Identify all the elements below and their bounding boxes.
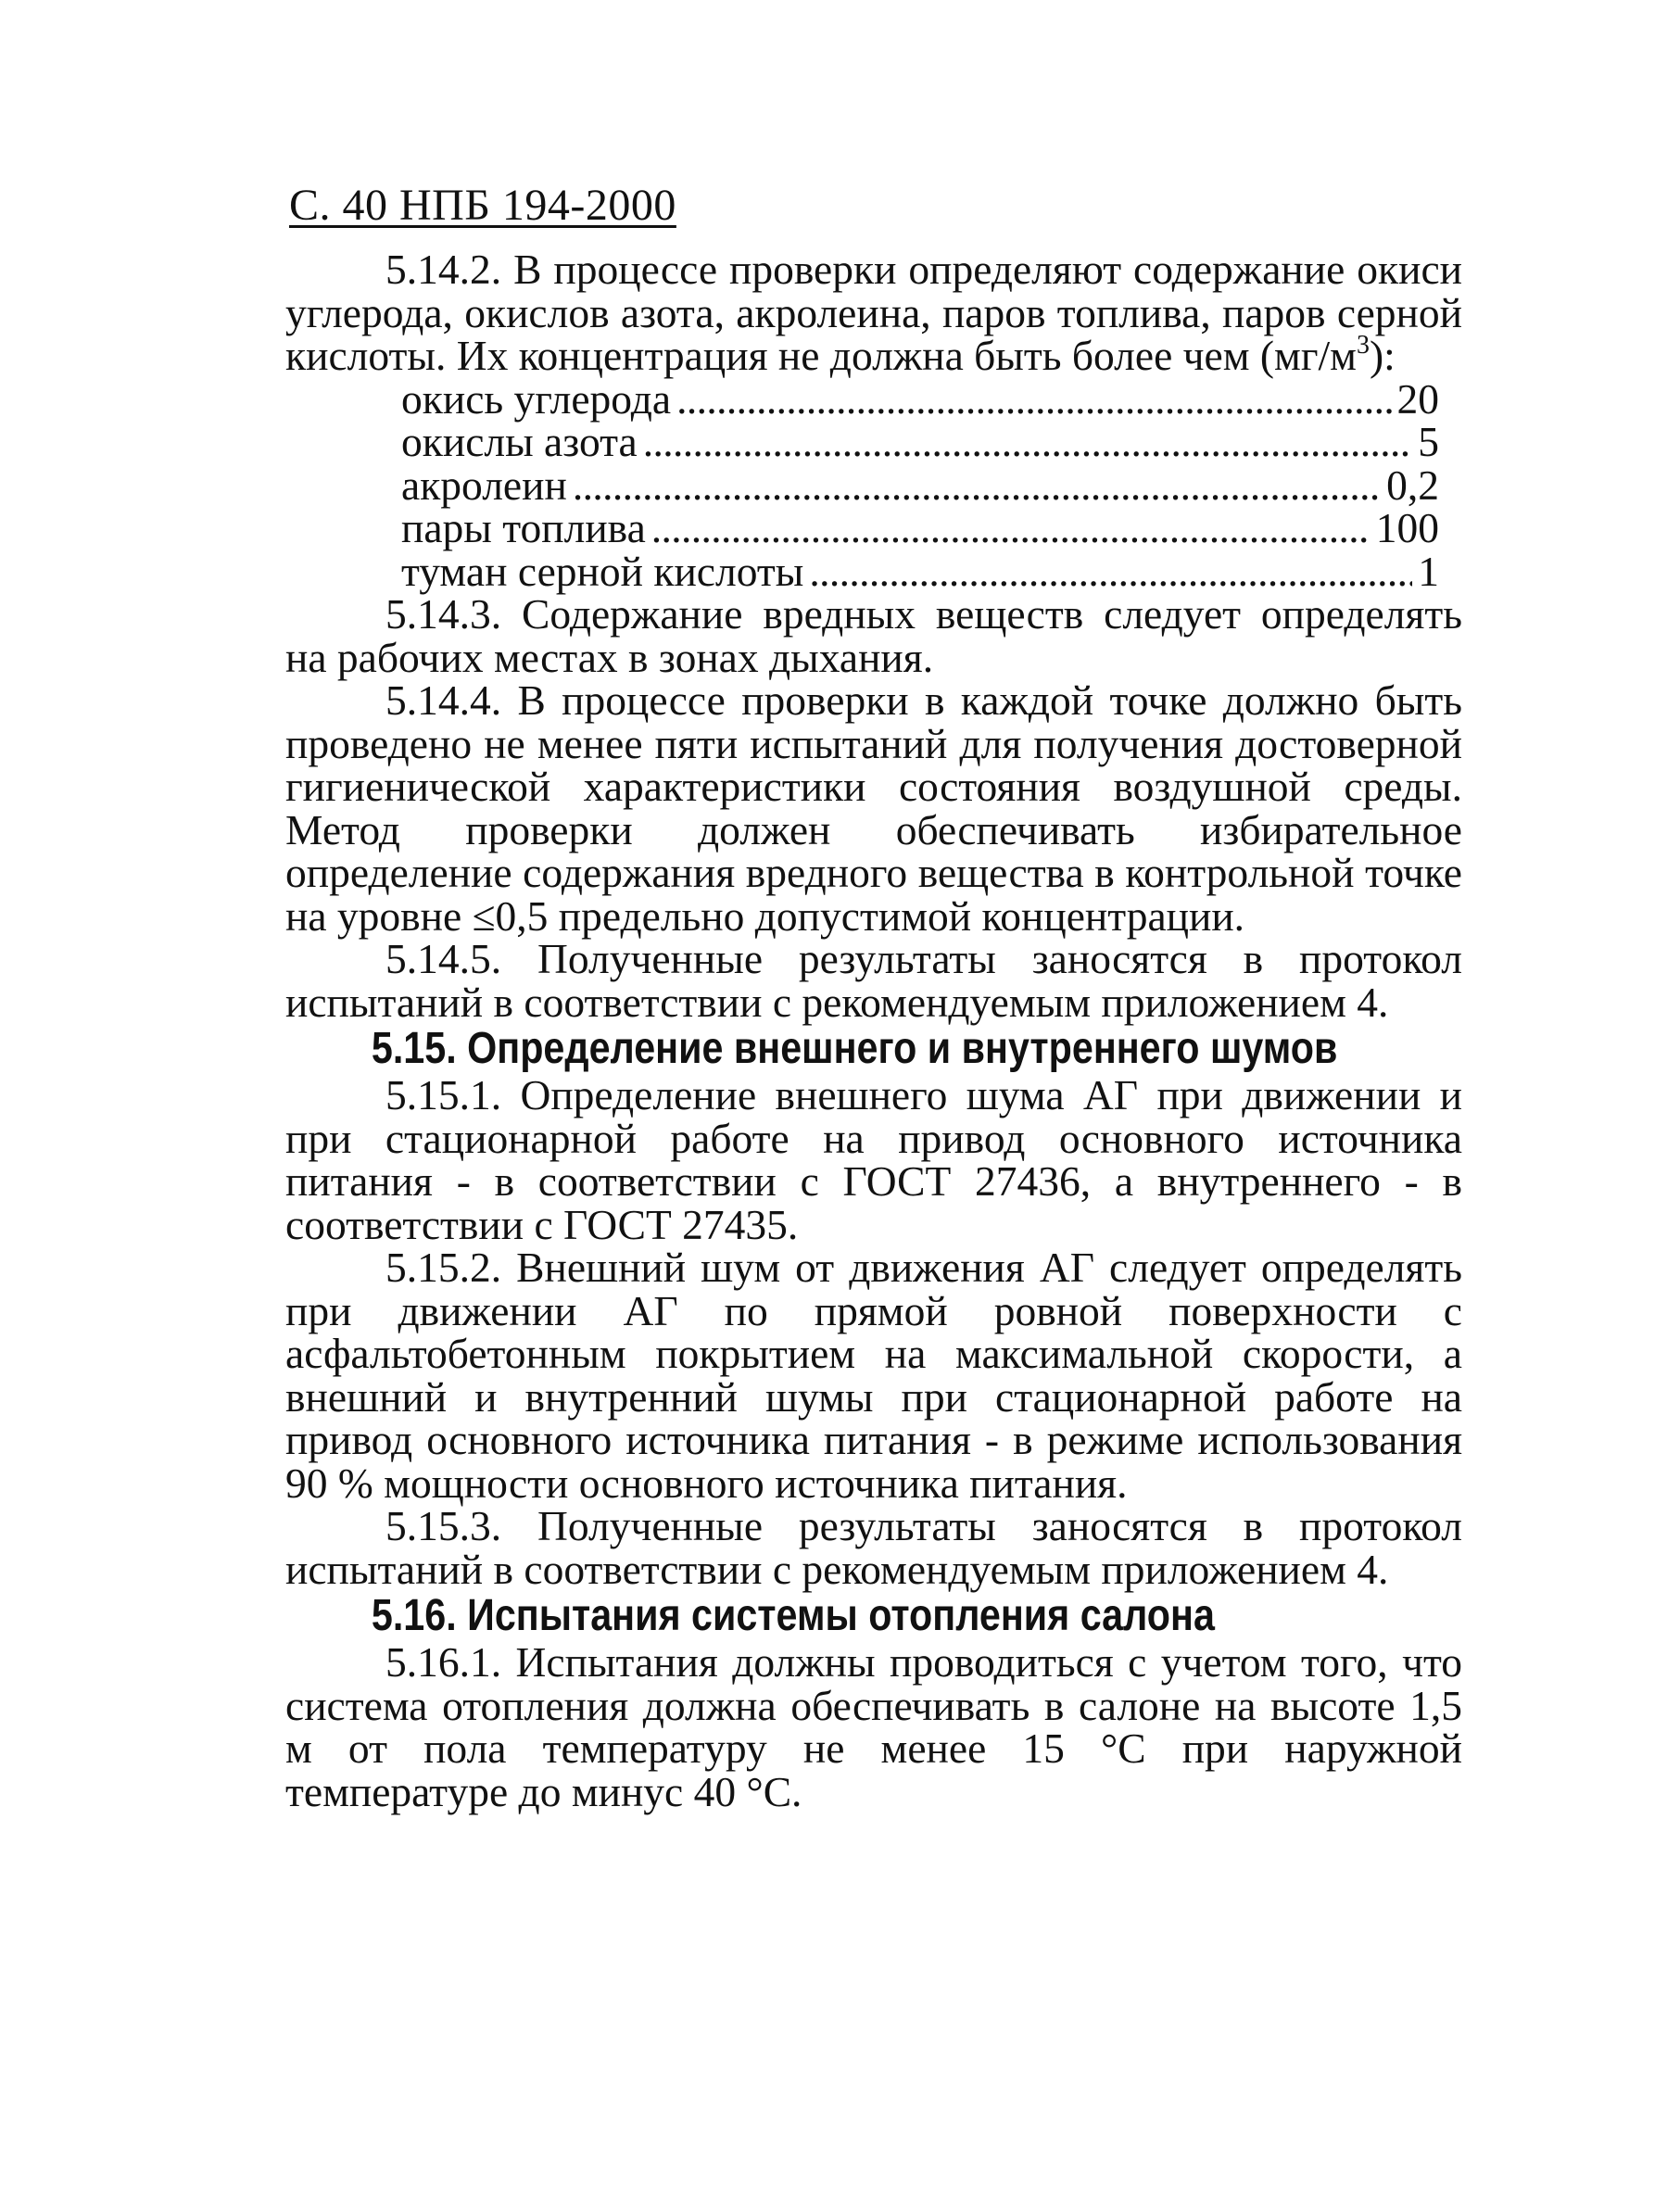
limit-substance: окись углерода [401,374,672,423]
paragraph-5-15-3: 5.15.3. Полученные результаты заносятся в протокол испытаний в соответствии с рекомендуемым приложением 4. [285,1502,1462,1593]
limit-value: 1 [1418,547,1439,595]
paragraph-5-15-2: 5.15.2. Внешний шум от движения АГ следует определять при движении АГ по прямой ровной поверхности с асфальтобетонным покрытием на максимальной скорости, а внешний и внутренний шумы при стационарной работе на привод основного источника питания - в режиме использования 90 % мощности основного источника питания. [285,1244,1462,1507]
paragraph-5-14-2 [285,248,1462,378]
limit-value: 20 [1396,374,1439,423]
section-heading-5-16: 5.16. Испытания системы отопления салона [371,1591,1215,1640]
limit-row [401,461,1439,509]
page-header: С. 40 НПБ 194-2000 [289,181,676,230]
paragraph-5-14-4: 5.14.4. В процессе проверки в каждой точке должно быть проведено не менее пяти испытаний для получения достоверной гигиенической характеристики состояния воздушной среды. Метод проверки должен обеспечивать избирательное определение содержания вредного вещества в контрольной точке на уровне ≤0,5 предельно допустимой концентрации. [285,676,1462,940]
limit-row [401,504,1439,551]
dot-leader [643,421,1413,464]
dot-leader [809,550,1412,594]
document-body [285,248,1462,1813]
limit-row [401,418,1439,465]
limit-substance: пары топлива [401,504,646,551]
paragraph-5-14-5: 5.14.5. Полученные результаты заносятся в протокол испытаний в соответствии с рекомендуемым приложением 4. [285,935,1462,1026]
limit-row [401,374,1439,423]
paragraph-5-15-1: 5.15.1. Определение внешнего шума АГ при движении и при стационарной работе на привод основного источника питания - в соответствии с ГОСТ 27436, а внутреннего - в соответствии с ГОСТ 27435. [285,1071,1462,1248]
paragraph-5-16-1: 5.16.1. Испытания должны проводиться с учетом того, что система отопления должна обеспечивать в салоне на высоте 1,5 м от пола температуру не менее 15 °С при наружной температуре до минус 40 °С. [285,1638,1462,1815]
limit-substance: туман серной кислоты [401,547,804,595]
paragraph-5-14-2-tail: ): [1369,332,1396,379]
dot-leader [676,378,1391,422]
limit-value: 100 [1375,504,1439,551]
cubic-superscript: 3 [1356,331,1370,360]
dot-leader [573,464,1381,508]
paragraph-5-14-3: 5.14.3. Содержание вредных веществ следует определять на рабочих местах в зонах дыхания. [285,590,1462,681]
limit-value: 5 [1418,418,1439,465]
dot-leader [651,507,1371,550]
paragraph-5-14-2-text: 5.14.2. В процессе проверки определяют содержание окиси углерода, окислов азота, акролеина, паров топлива, паров серной кислоты. Их концентрация не должна быть более чем (мг/м [285,246,1462,379]
limit-row [401,547,1439,595]
concentration-limits-list [401,374,1439,595]
limit-substance: акролеин [401,461,567,509]
limit-substance: окислы азота [401,418,638,465]
limit-value: 0,2 [1386,461,1439,509]
section-heading-5-15: 5.15. Определение внешнего и внутреннего шумов [371,1024,1338,1073]
